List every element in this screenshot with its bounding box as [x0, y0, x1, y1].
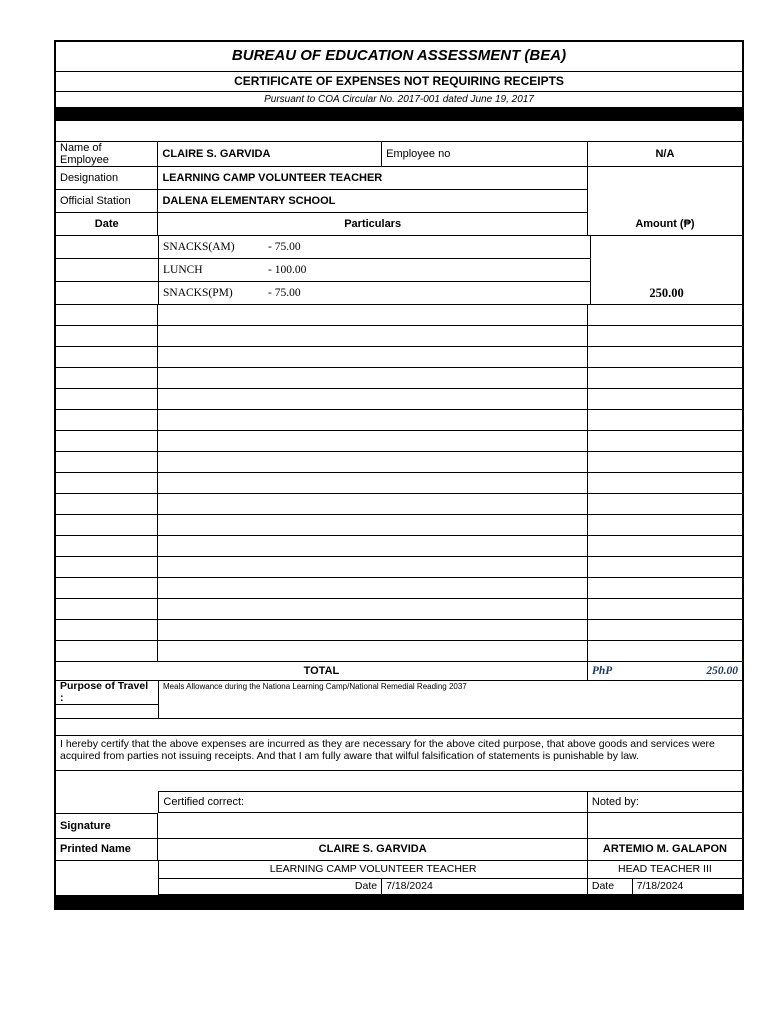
employee-name-row: [56, 141, 742, 167]
total-label: TOTAL: [56, 662, 588, 681]
item-particulars-cell: [159, 236, 591, 259]
item-date-cell: [56, 282, 159, 305]
left-date-label: Date: [158, 879, 382, 895]
empty-date-cell: [56, 410, 158, 431]
empty-amount-cell: [588, 389, 742, 410]
signature-label: Signature: [56, 813, 158, 839]
empty-particulars-cell: [158, 557, 587, 578]
expense-item-row: [56, 282, 591, 305]
empty-particulars-cell: [158, 515, 587, 536]
empty-date-cell: [56, 557, 158, 578]
item-label: SNACKS(AM): [163, 240, 235, 253]
empty-date-cell: [56, 515, 158, 536]
empty-expense-row: [56, 536, 742, 557]
empty-expense-row: [56, 431, 742, 452]
right-date-label: Date: [588, 879, 633, 895]
expense-form: [54, 40, 744, 910]
empty-amount-cell: [588, 494, 742, 515]
item-particulars-cell: [159, 259, 591, 282]
empty-particulars-cell: [158, 599, 587, 620]
empty-expense-row: [56, 620, 742, 641]
total-amount-value: 250.00: [706, 664, 738, 677]
empty-particulars-cell: [158, 389, 587, 410]
signature-left-cell: [158, 813, 587, 839]
position-filler: [56, 861, 158, 879]
certified-correct-label: Certified correct:: [158, 791, 587, 813]
empty-expense-row: [56, 389, 742, 410]
empty-date-cell: [56, 431, 158, 452]
employee-name-value: CLAIRE S. GARVIDA: [158, 141, 382, 167]
total-amount-cell: [588, 662, 742, 681]
purpose-empty-cell: [56, 705, 159, 719]
empty-date-cell: [56, 452, 158, 473]
empty-particulars-cell: [158, 473, 587, 494]
gap-row: [56, 771, 742, 791]
pursuant-line: Pursuant to COA Circular No. 2017-001 dated June 19, 2017: [56, 92, 742, 108]
date-row: [56, 879, 742, 895]
empty-amount-cell: [588, 305, 742, 326]
empty-amount-cell: [588, 368, 742, 389]
date-filler: [56, 879, 158, 895]
position-row: [56, 861, 742, 879]
left-signatory-title: LEARNING CAMP VOLUNTEER TEACHER: [158, 861, 587, 879]
item-label: LUNCH: [163, 263, 203, 276]
empty-date-cell: [56, 599, 158, 620]
empty-particulars-cell: [158, 620, 587, 641]
certification-row: [56, 735, 742, 771]
empty-expense-row: [56, 326, 742, 347]
certification-text: I hereby certify that the above expenses are incurred as they are necessary for the above cited purpose, that above goods and services were acquired from parties not issuing receipts. And that I am fully aware that wilful falsification of statements is punishable by law.: [56, 735, 742, 771]
empty-particulars-cell: [158, 326, 587, 347]
empty-amount-cell: [588, 410, 742, 431]
empty-date-cell: [56, 389, 158, 410]
empty-amount-cell: [588, 326, 742, 347]
empty-expense-row: [56, 599, 742, 620]
right-signatory-title: HEAD TEACHER III: [588, 861, 742, 879]
purpose-label-column: [56, 681, 159, 719]
empty-date-cell: [56, 578, 158, 599]
empty-particulars-cell: [158, 641, 587, 662]
empty-particulars-cell: [158, 494, 587, 515]
designation-value: LEARNING CAMP VOLUNTEER TEACHER: [158, 167, 587, 190]
station-row: [56, 190, 742, 213]
left-date-value: 7/18/2024: [382, 879, 588, 895]
empty-expense-row: [56, 641, 742, 662]
empty-amount-cell: [588, 473, 742, 494]
empty-amount-cell: [588, 599, 742, 620]
empty-date-cell: [56, 305, 158, 326]
item-amount: - 100.00: [268, 263, 307, 276]
empty-amount-cell: [588, 557, 742, 578]
empty-date-cell: [56, 620, 158, 641]
printed-name-label: Printed Name: [56, 839, 158, 861]
form-subtitle: CERTIFICATE OF EXPENSES NOT REQUIRING RECEIPTS: [56, 72, 742, 92]
item-label: SNACKS(PM): [163, 286, 233, 299]
station-filler: [588, 190, 742, 213]
expense-items-left: [56, 236, 591, 305]
empty-expense-row: [56, 557, 742, 578]
empty-amount-cell: [588, 347, 742, 368]
station-value: DALENA ELEMENTARY SCHOOL: [158, 190, 587, 213]
purpose-text: Meals Allowance during the Nationa Learning Camp/National Remedial Reading 2037: [159, 681, 742, 719]
empty-expense-row: [56, 494, 742, 515]
certified-row: [56, 791, 742, 813]
empty-date-cell: [56, 641, 158, 662]
expense-item-row: [56, 259, 591, 282]
employee-name-label: Name of Employee: [56, 141, 158, 167]
empty-particulars-cell: [158, 305, 587, 326]
empty-expense-row: [56, 305, 742, 326]
empty-date-cell: [56, 536, 158, 557]
empty-amount-cell: [588, 452, 742, 473]
empty-particulars-cell: [158, 410, 587, 431]
form-header: [56, 42, 742, 72]
divider-band-bottom: [56, 895, 742, 908]
employee-no-label: Employee no: [382, 141, 588, 167]
left-signatory-name: CLAIRE S. GARVIDA: [158, 839, 587, 861]
expense-item-row: [56, 236, 591, 259]
empty-date-cell: [56, 326, 158, 347]
signature-right-cell: [588, 813, 742, 839]
empty-expense-row: [56, 347, 742, 368]
expense-items: [56, 236, 742, 305]
empty-amount-cell: [588, 536, 742, 557]
total-row: [56, 662, 742, 681]
item-particulars-cell: [159, 282, 591, 305]
empty-expense-row: [56, 410, 742, 431]
subtotal-amount: 250.00: [591, 236, 742, 305]
empty-date-cell: [56, 473, 158, 494]
expense-table-header: [56, 213, 742, 236]
date-column-header: Date: [56, 213, 158, 236]
signature-row: [56, 813, 742, 839]
designation-filler: [588, 167, 742, 190]
certified-filler: [56, 791, 158, 813]
purpose-section: [56, 681, 742, 719]
right-date-value: 7/18/2024: [633, 879, 742, 895]
empty-expense-row: [56, 515, 742, 536]
empty-amount-cell: [588, 515, 742, 536]
empty-expense-row: [56, 578, 742, 599]
header-spacer: [56, 121, 742, 141]
employee-no-value: N/A: [588, 141, 742, 167]
empty-date-cell: [56, 494, 158, 515]
station-label: Official Station: [56, 190, 158, 213]
gap-row: [56, 719, 742, 735]
empty-amount-cell: [588, 431, 742, 452]
item-amount: - 75.00: [268, 286, 301, 299]
empty-particulars-cell: [158, 431, 587, 452]
empty-particulars-cell: [158, 347, 587, 368]
purpose-label: Purpose of Travel :: [56, 681, 159, 705]
divider-band-top: [56, 108, 742, 121]
item-date-cell: [56, 236, 159, 259]
designation-row: [56, 167, 742, 190]
item-amount: - 75.00: [268, 240, 301, 253]
designation-label: Designation: [56, 167, 158, 190]
item-date-cell: [56, 259, 159, 282]
empty-particulars-cell: [158, 452, 587, 473]
empty-expense-row: [56, 368, 742, 389]
empty-amount-cell: [588, 641, 742, 662]
empty-particulars-cell: [158, 578, 587, 599]
empty-particulars-cell: [158, 368, 587, 389]
printed-name-row: [56, 839, 742, 861]
empty-date-cell: [56, 347, 158, 368]
empty-rows: [56, 305, 742, 662]
empty-particulars-cell: [158, 536, 587, 557]
empty-expense-row: [56, 452, 742, 473]
empty-amount-cell: [588, 578, 742, 599]
form-title: BUREAU OF EDUCATION ASSESSMENT (BEA): [56, 42, 742, 72]
currency-label: PhP: [591, 664, 613, 677]
empty-expense-row: [56, 473, 742, 494]
empty-amount-cell: [588, 620, 742, 641]
particulars-column-header: Particulars: [158, 213, 587, 236]
empty-date-cell: [56, 368, 158, 389]
right-signatory-name: ARTEMIO M. GALAPON: [588, 839, 742, 861]
noted-by-label: Noted by:: [588, 791, 742, 813]
amount-column-header: Amount (₱): [588, 213, 742, 236]
